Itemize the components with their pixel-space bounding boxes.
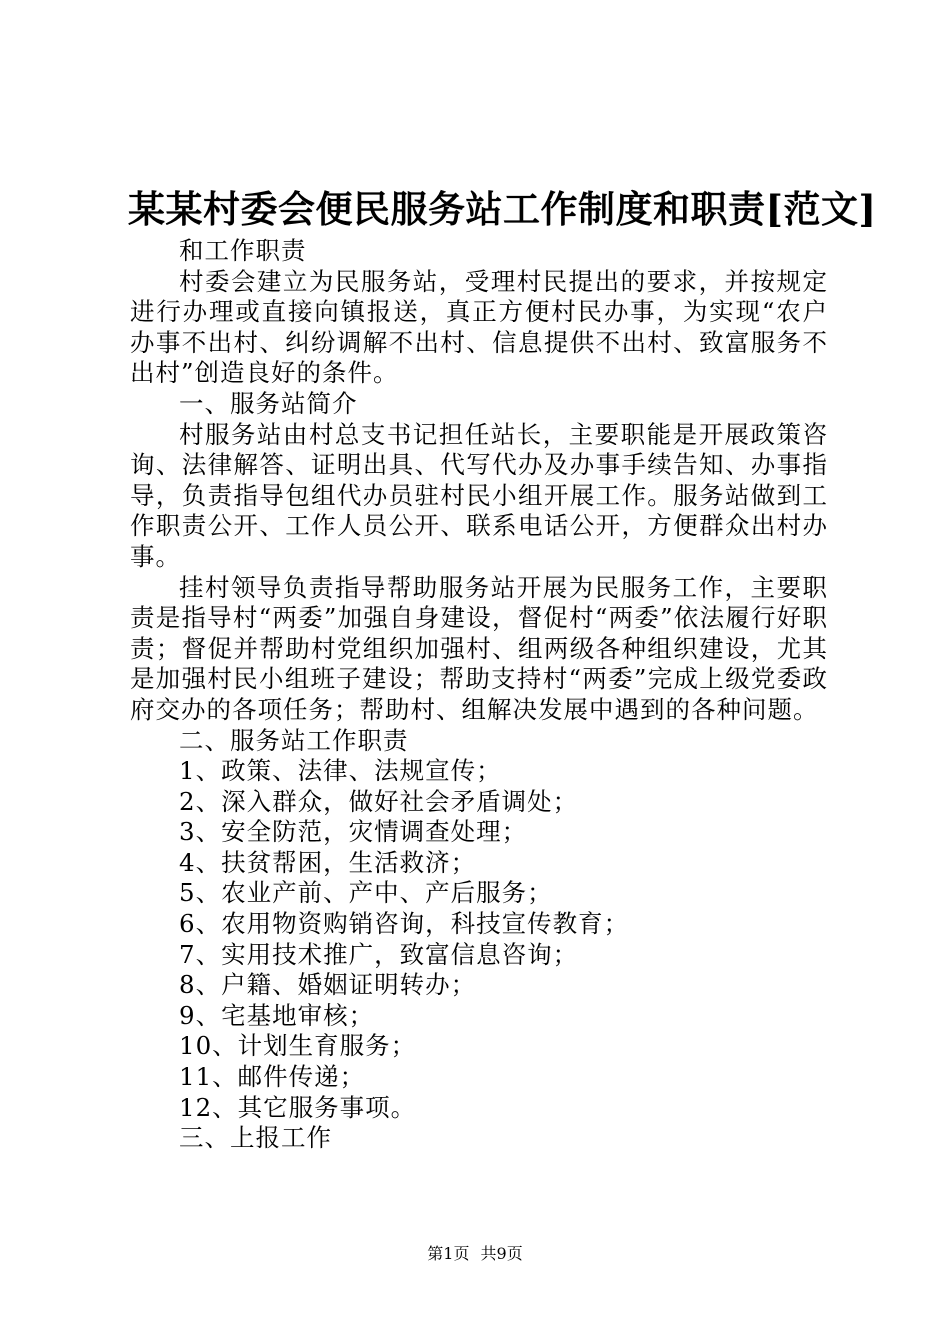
page-footer bbox=[0, 1244, 950, 1264]
paragraph: 村服务站由村总支书记担任站长，主要职能是开展政策咨询、法律解答、证明出具、代写代办及办事手续告知、办事指导，负责指导包组代办员驻村民小组开展工作。服务站做到工作职责公开、工作人员公开、联系电话公开，方便群众出村办事。 bbox=[130, 419, 828, 571]
list-item: 8、户籍、婚姻证明转办； bbox=[179, 970, 477, 1000]
list-item: 5、农业产前、产中、产后服务； bbox=[179, 878, 553, 908]
list-item: 11、邮件传递； bbox=[179, 1062, 366, 1092]
section-heading: 一、服务站简介 bbox=[179, 388, 358, 418]
document-title: 某某村委会便民服务站工作制度和职责[范文] bbox=[128, 187, 877, 231]
list-item: 4、扶贫帮困，生活救济； bbox=[179, 847, 477, 877]
list-item: 10、计划生育服务； bbox=[179, 1031, 417, 1061]
list-item: 1、政策、法律、法规宣传； bbox=[179, 756, 502, 786]
page-total: 共9页 bbox=[480, 1244, 523, 1263]
list-item: 6、农用物资购销咨询，科技宣传教育； bbox=[179, 909, 630, 939]
paragraph: 挂村领导负责指导帮助服务站开展为民服务工作，主要职责是指导村“两委”加强自身建设，督促村“两委”依法履行好职责；督促并帮助村党组织加强村、组两级各种组织建设，尤其是加强村民小组班子建设；帮助支持村“两委”完成上级党委政府交办的各项任务；帮助村、组解决发展中遇到的各种问题。 bbox=[130, 572, 828, 724]
page-number: 第1页 bbox=[427, 1244, 470, 1263]
section-heading: 三、上报工作 bbox=[179, 1123, 332, 1153]
list-item: 12、其它服务事项。 bbox=[179, 1092, 417, 1122]
paragraph: 村委会建立为民服务站，受理村民提出的要求，并按规定进行办理或直接向镇报送，真正方便村民办事，为实现“农户办事不出村、纠纷调解不出村、信息提供不出村、致富服务不出村”创造良好的条件。 bbox=[130, 266, 828, 388]
section-heading: 二、服务站工作职责 bbox=[179, 725, 409, 755]
document-body bbox=[130, 236, 828, 1154]
list-item: 2、深入群众，做好社会矛盾调处； bbox=[179, 786, 579, 816]
list-item: 9、宅基地审核； bbox=[179, 1000, 375, 1030]
paragraph: 和工作职责 bbox=[179, 236, 307, 265]
list-item: 3、安全防范，灾情调查处理； bbox=[179, 817, 528, 847]
list-item: 7、实用技术推广，致富信息咨询； bbox=[179, 939, 579, 969]
